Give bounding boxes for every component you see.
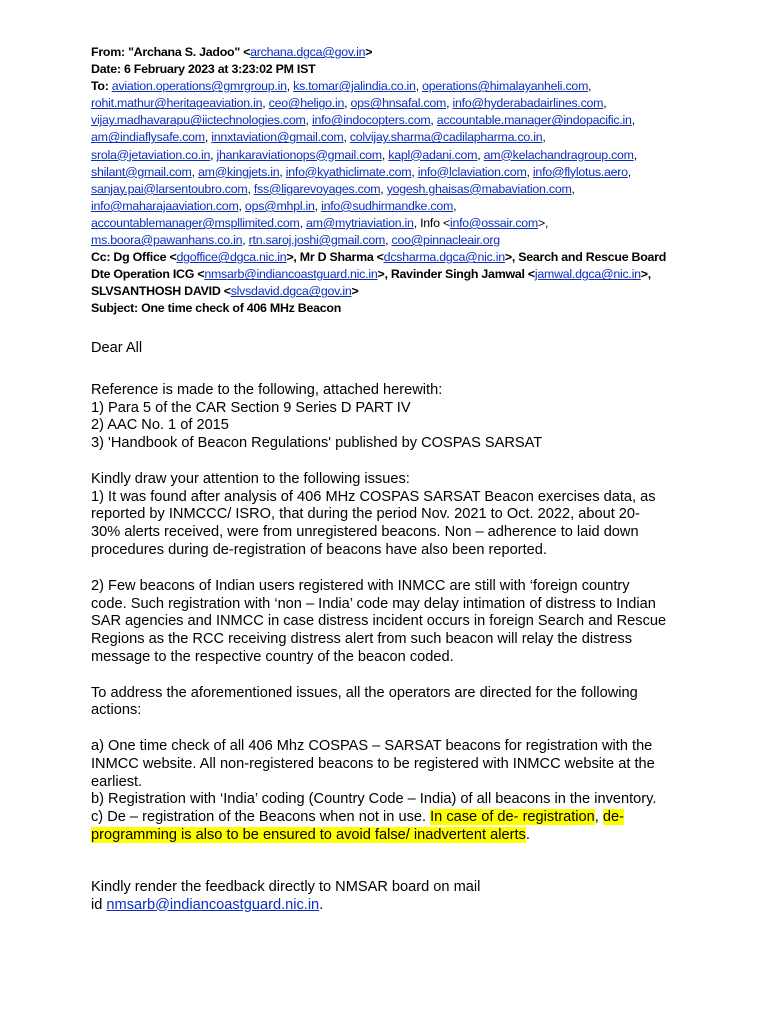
subject-label: Subject: <box>91 301 138 316</box>
to-label: To: <box>91 79 109 94</box>
action-a-line: earliest. <box>91 773 143 790</box>
cc-text: >, <box>640 267 651 282</box>
cc-text: >, Search and Rescue Board <box>504 250 667 265</box>
subject-line <box>91 300 691 317</box>
cc-line <box>91 283 691 300</box>
to-info-close: > <box>537 215 545 230</box>
from-label: From: <box>91 45 125 59</box>
to-recipient-link[interactable]: jhankaraviationops@gmail.com <box>216 147 382 162</box>
feedback-end: . <box>319 896 324 913</box>
feedback-id-label: id <box>91 896 107 913</box>
action-a <box>91 738 691 791</box>
to-recipient-link[interactable]: sanjay.pai@larsentoubro.com <box>91 181 248 196</box>
feedback-line: Kindly render the feedback directly to NMSAR board on mail <box>91 878 481 895</box>
action-a-line: INMCC website. All non-registered beacons to be registered with INMCC website at the <box>91 755 655 772</box>
from-close: > <box>365 45 373 59</box>
action-c-comma: , <box>594 809 603 826</box>
action-c-line <box>91 809 691 827</box>
from-email-link[interactable]: archana.dgca@gov.in <box>250 45 366 59</box>
to-recipient-link[interactable]: rtn.saroj.joshi@gmail.com <box>248 233 386 248</box>
cc-line <box>91 249 691 266</box>
to-recipient-link[interactable]: ops@hnsafal.com <box>350 96 447 111</box>
subject-value: One time check of 406 MHz Beacon <box>141 301 342 316</box>
to-recipient-link[interactable]: info@sudhirmandke.com <box>321 198 454 213</box>
to-line: vijay.madhavarapu@iictechnologies.com, info@indocopters.com, accountable.manager@indopacific.in, <box>91 113 635 128</box>
action-a-line: a) One time check of all 406 Mhz COSPAS – SARSAT beacons for registration with the <box>91 737 653 754</box>
directive-line: actions: <box>91 702 142 719</box>
issue-2-paragraph <box>91 578 691 667</box>
to-line: am@indiaflysafe.com, innxtaviation@gmail.com, colvijay.sharma@cadilapharma.co.in, <box>91 130 546 145</box>
feedback-email-line <box>91 897 691 915</box>
to-recipient-link[interactable]: ks.tomar@jalindia.co.in <box>293 79 416 94</box>
issues-intro: Kindly draw your attention to the following issues: <box>91 470 410 487</box>
to-recipient-link[interactable]: fss@ligarevoyages.com <box>253 181 381 196</box>
cc-text: Dte Operation ICG < <box>91 267 205 282</box>
to-recipient-link[interactable]: yogesh.ghaisas@mabaviation.com <box>386 181 572 196</box>
to-recipient-link[interactable]: am@kingjets.in <box>198 164 280 179</box>
to-recipient-link[interactable]: vijay.madhavarapu@iictechnologies.com <box>91 113 306 128</box>
to-recipient-link[interactable]: innxtaviation@gmail.com <box>211 130 344 145</box>
action-c-line <box>91 827 691 845</box>
highlighted-text: de- <box>602 809 624 826</box>
from-name: "Archana S. Jadoo" < <box>128 45 251 59</box>
issue-2-line: code. Such registration with ‘non – India’ code may delay intimation of distress to Indian <box>91 595 656 612</box>
to-recipient-link[interactable]: ms.boora@pawanhans.co.in <box>91 233 243 248</box>
action-c-end: . <box>525 826 530 843</box>
to-recipient-link[interactable]: info@lclaviation.com <box>417 164 527 179</box>
highlighted-text: programming is also to be ensured to avoid false/ inadvertent alerts <box>91 826 526 843</box>
to-recipient-link[interactable]: coo@pinnacleair.org <box>391 233 500 248</box>
cc-recipient-link[interactable]: dgoffice@dgca.nic.in <box>176 250 287 265</box>
issue-1-paragraph <box>91 489 691 560</box>
directive-paragraph <box>91 685 691 721</box>
greeting: Dear All <box>91 340 143 356</box>
to-line: srola@jetaviation.co.in, jhankaraviationops@gmail.com, kapl@adani.com, am@kelachandragroup.com, <box>91 147 637 162</box>
to-recipient-link[interactable]: kapl@adani.com <box>388 147 478 162</box>
cc-recipient-link[interactable]: dcsharma.dgca@nic.in <box>383 250 505 265</box>
issue-1-line: procedures during de-registration of beacons have also been reported. <box>91 541 547 558</box>
to-recipient-link[interactable]: info@hyderabadairlines.com <box>452 96 604 111</box>
cc-label: Cc: <box>91 250 111 265</box>
issue-2-line: message to the respective country of the beacon coded. <box>91 648 454 665</box>
reference-intro: Reference is made to the following, attached herewith: <box>91 381 443 398</box>
to-recipient-link[interactable]: info@maharajaaviation.com <box>91 198 239 213</box>
to-recipient-link[interactable]: info@flylotus.aero <box>532 164 628 179</box>
to-recipient-link[interactable]: colvijay.sharma@cadilapharma.co.in <box>349 130 543 145</box>
directive-line: To address the aforementioned issues, all the operators are directed for the following <box>91 684 638 701</box>
issue-2-line: 2) Few beacons of Indian users registered with INMCC are still with ‘foreign country <box>91 577 630 594</box>
reference-item: 2) AAC No. 1 of 2015 <box>91 417 229 434</box>
highlighted-text: In case of de- registration <box>430 809 595 826</box>
to-line: info@maharajaaviation.com, ops@mhpl.in, info@sudhirmandke.com, <box>91 198 457 213</box>
email-header <box>91 44 691 318</box>
cc-text: >, Mr D Sharma < <box>286 250 384 265</box>
cc-recipient-link[interactable]: nmsarb@indiancoastguard.nic.in <box>204 267 378 282</box>
from-line <box>91 44 691 61</box>
action-b: b) Registration with ‘India’ coding (Country Code – India) of all beacons in the inventory. <box>91 791 657 808</box>
date-line <box>91 61 691 78</box>
issue-1-line: 1) It was found after analysis of 406 MHz COSPAS SARSAT Beacon exercises data, as <box>91 488 656 505</box>
to-line: sanjay.pai@larsentoubro.com, fss@ligarevoyages.com, yogesh.ghaisas@mabaviation.com, <box>91 181 575 196</box>
cc-text: > <box>351 284 359 299</box>
to-recipient-link[interactable]: operations@himalayanheli.com <box>422 79 589 94</box>
issue-1-line: reported by INMCCC/ ISRO, that during the period Nov. 2021 to Oct. 2022, about 20- <box>91 506 640 523</box>
issue-2-line: Regions as the RCC receiving distress alert from such beacon will relay the distress <box>91 631 633 648</box>
to-recipient-link[interactable]: am@mytriaviation.in <box>306 215 414 230</box>
feedback-email-link[interactable]: nmsarb@indiancoastguard.nic.in <box>106 896 320 913</box>
to-line: accountablemanager@mspllimited.com, am@mytriaviation.in, Info <info@ossair.com>, <box>91 215 549 230</box>
to-recipient-link[interactable]: accountablemanager@mspllimited.com <box>91 215 300 230</box>
cc-recipient-link[interactable]: jamwal.dgca@nic.in <box>534 267 641 282</box>
to-recipient-link[interactable]: ceo@heligo.in <box>268 96 345 111</box>
action-c <box>91 809 691 845</box>
to-recipient-link[interactable]: shilant@gmail.com <box>91 164 192 179</box>
to-recipient-link[interactable]: info@kyathiclimate.com <box>285 164 412 179</box>
issue-2-line: SAR agencies and INMCC in case distress incident occurs in foreign Search and Rescue <box>91 613 667 630</box>
to-recipient-link[interactable]: info@ossair.com <box>449 215 538 230</box>
to-line: ms.boora@pawanhans.co.in, rtn.saroj.joshi@gmail.com, coo@pinnacleair.org <box>91 233 500 248</box>
to-recipient-link[interactable]: am@indiaflysafe.com <box>91 130 205 145</box>
cc-text: SLVSANTHOSH DAVID < <box>91 284 231 299</box>
to-recipient-link[interactable]: accountable.manager@indopacific.in <box>436 113 632 128</box>
email-body <box>91 340 691 914</box>
to-line: shilant@gmail.com, am@kingjets.in, info@kyathiclimate.com, info@lclaviation.com, info@flylotus.aero, <box>91 164 631 179</box>
to-recipient-link[interactable]: aviation.operations@gmrgroup.in <box>111 79 287 94</box>
to-recipient-link[interactable]: info@indocopters.com <box>311 113 431 128</box>
to-info-name: Info < <box>420 215 450 230</box>
to-recipient-link[interactable]: ops@mhpl.in <box>244 198 315 213</box>
to-recipient-link[interactable]: am@kelachandragroup.com <box>483 147 634 162</box>
cc-line <box>91 266 691 283</box>
cc-text: >, Ravinder Singh Jamwal < <box>377 267 535 282</box>
cc-recipient-link[interactable]: slvsdavid.dgca@gov.in <box>230 284 352 299</box>
issue-1-line: 30% alerts received, were from unregistered beacons. Non – adherence to laid down <box>91 524 639 541</box>
action-c-text: c) De – registration of the Beacons when not in use. <box>91 809 431 826</box>
date-value: 6 February 2023 at 3:23:02 PM IST <box>123 62 316 77</box>
to-line: To: aviation.operations@gmrgroup.in, ks.tomar@jalindia.co.in, operations@himalayanheli.com, <box>91 79 592 94</box>
to-recipient-link[interactable]: rohit.mathur@heritageaviation.in <box>91 96 263 111</box>
to-line: rohit.mathur@heritageaviation.in, ceo@heligo.in, ops@hnsafal.com, info@hyderabadairlines.com, <box>91 96 607 111</box>
reference-item: 1) Para 5 of the CAR Section 9 Series D PART IV <box>91 399 411 416</box>
reference-item: 3) 'Handbook of Beacon Regulations' published by COSPAS SARSAT <box>91 435 543 452</box>
date-label: Date: <box>91 62 121 77</box>
cc-text: Dg Office < <box>113 250 177 265</box>
to-recipient-link[interactable]: srola@jetaviation.co.in <box>91 147 211 162</box>
